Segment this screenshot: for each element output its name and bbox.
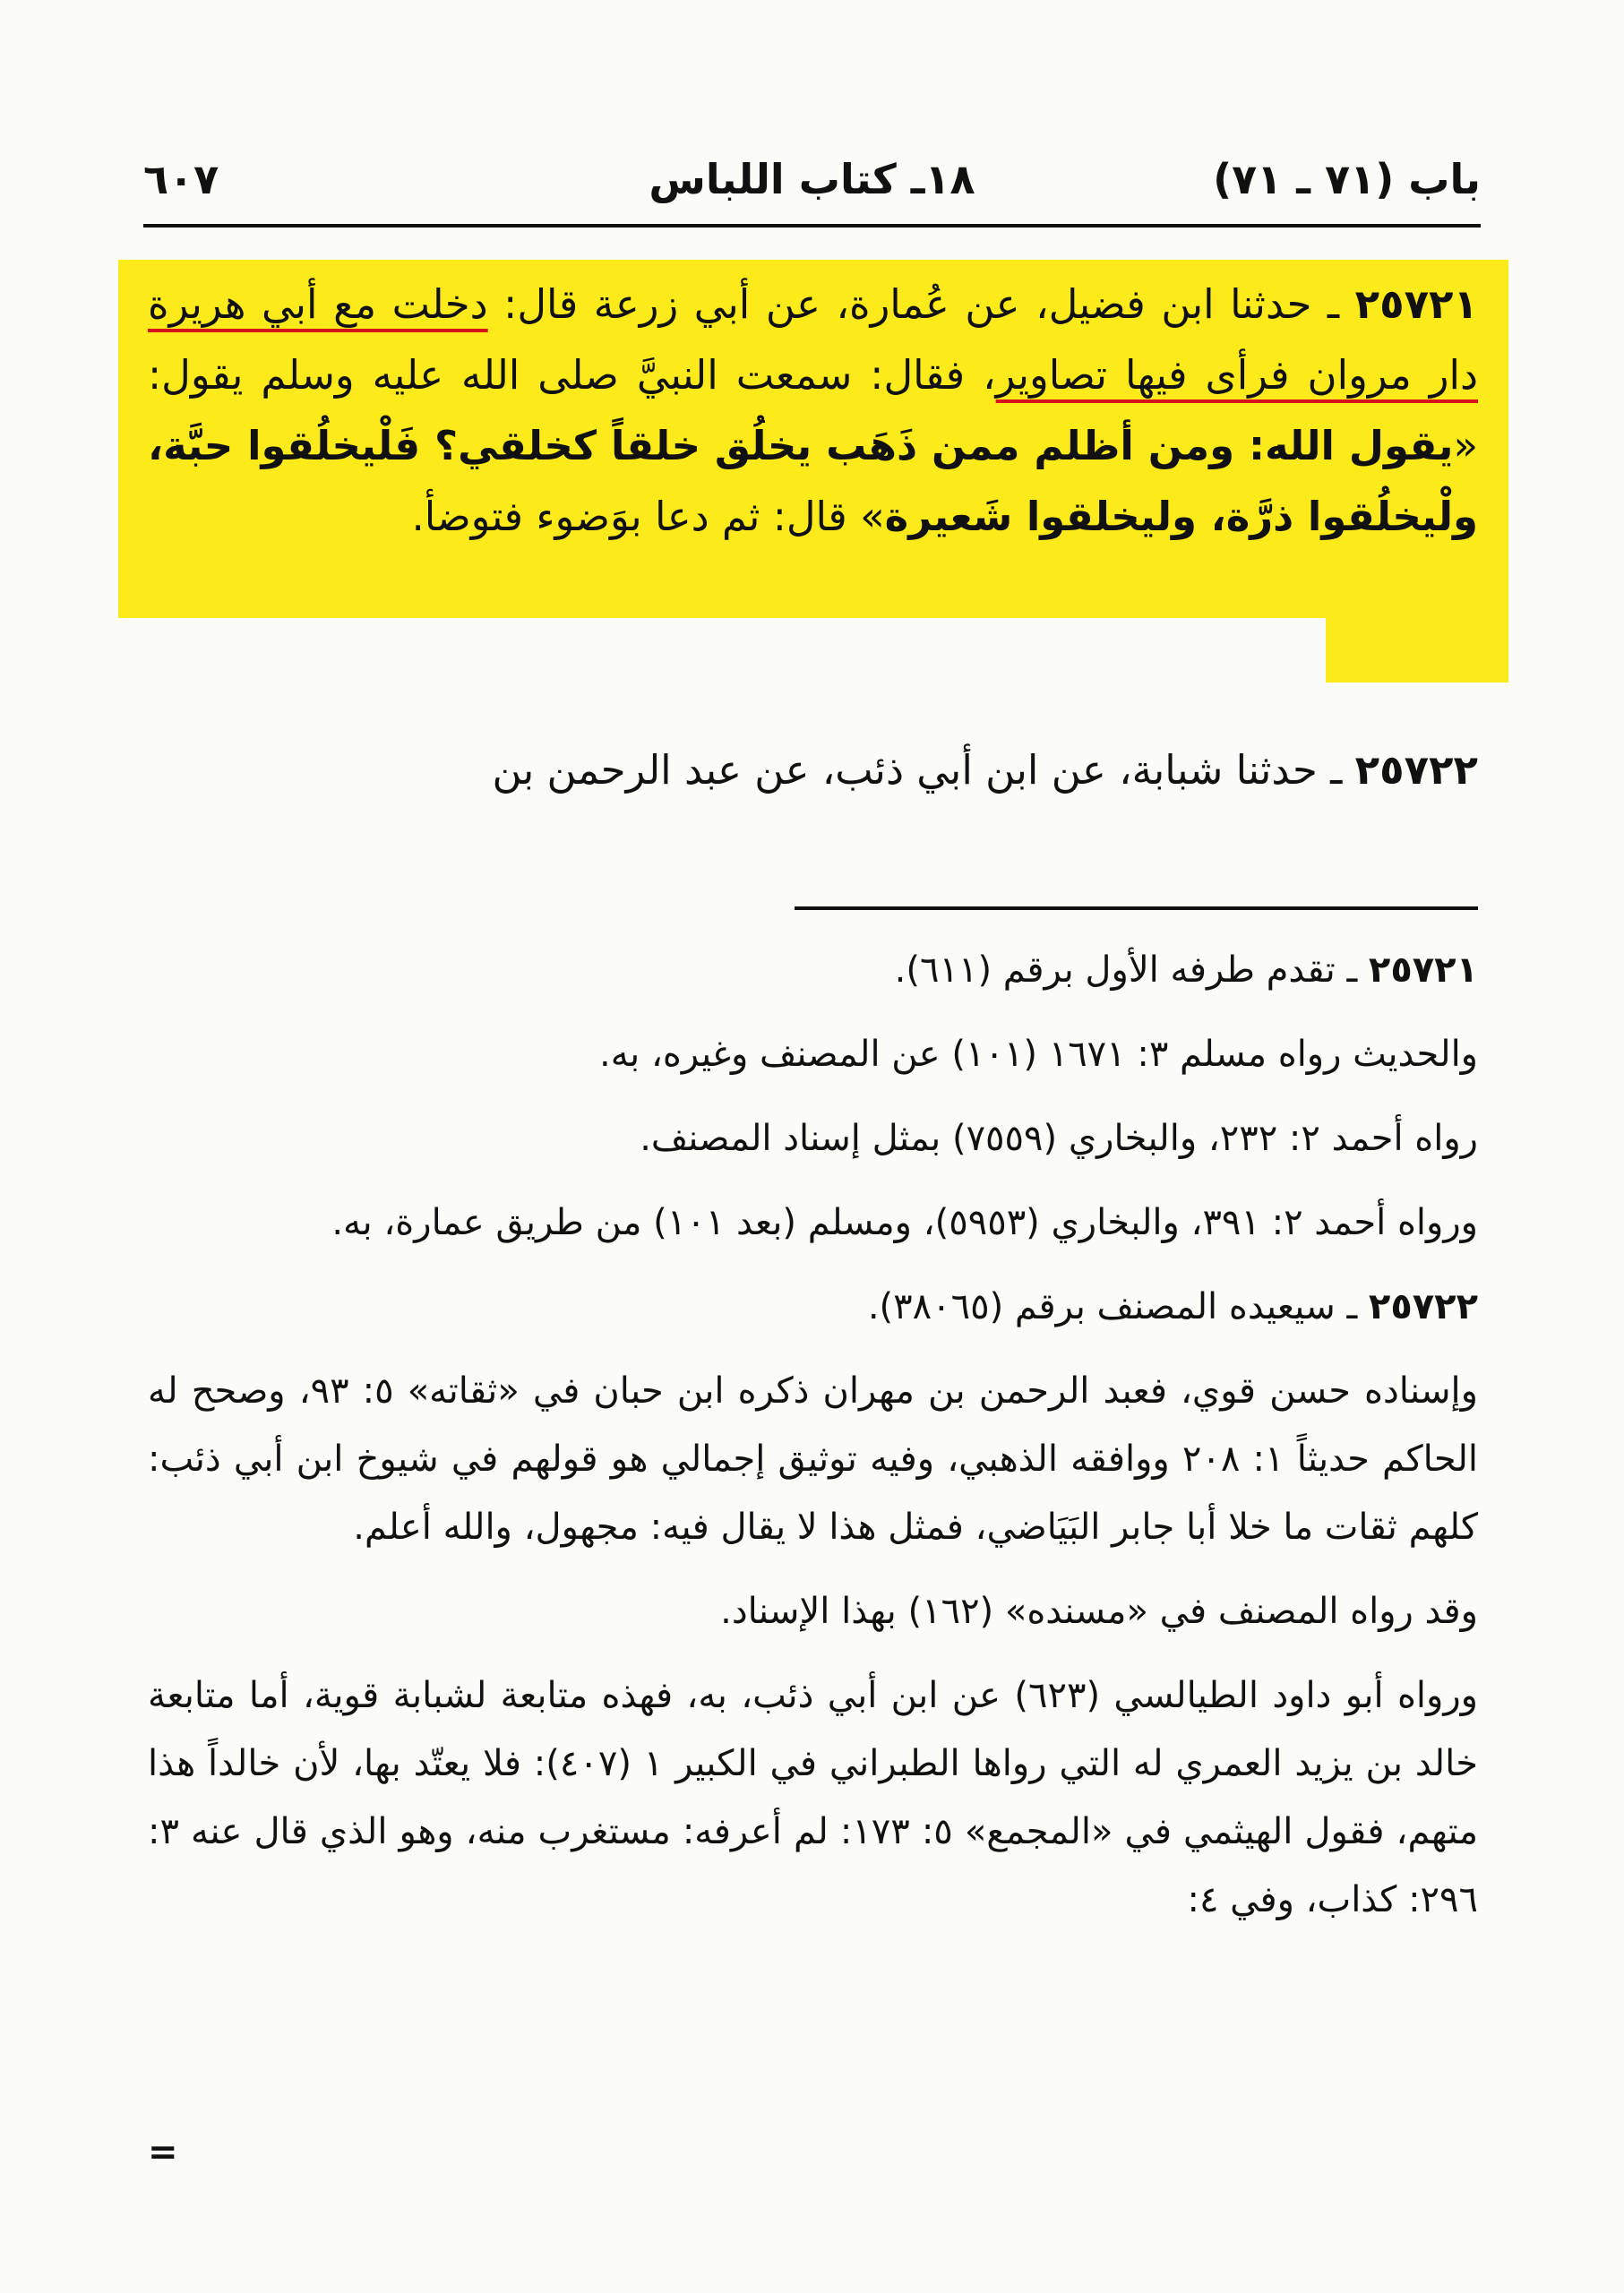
hadith-intro: ، فقال: سمعت النبيَّ صلى الله عليه وسلم يقول: « [148, 351, 1478, 469]
highlight-tail [1326, 618, 1508, 683]
hadith-ending: » قال: ثم دعا بوَضوء فتوضأ. [411, 493, 885, 540]
hadith-number: ٢٥٧٢١ [1354, 280, 1478, 328]
footnotes [148, 936, 1478, 1950]
page-number: ٦٠٧ [143, 155, 219, 203]
underlined-phrase: دخلت مع أبي هريرة دار مروان فرأى فيها تصاوير [148, 280, 1478, 399]
footnote-number: ٢٥٧٢٢ [1368, 1286, 1478, 1327]
hadith-25722 [148, 734, 1478, 805]
footnote-item: ورواه أبو داود الطيالسي (٦٢٣) عن ابن أبي ذئب، به، فهذه متابعة لشبابة قوية، أما متابعة خالد بن يزيد العمري له التي رواها الطبراني في الكبير ١ (٤٠٧): فلا يعتّد بها، لأن خالداً هذا متهم، فقول الهيثمي في «المجمع» ٥: ١٧٣: لم أعرفه: مستغرب منه، وهو الذي قال عنه ٣: ٢٩٦: كذاب، وفي ٤: [148, 1675, 1478, 1920]
book-title: ١٨ـ كتاب اللباس [649, 155, 975, 203]
footnote-text: ـ سيعيده المصنف برقم (٣٨٠٦٥). [867, 1286, 1369, 1327]
header-divider [143, 224, 1481, 228]
hadith-chain: ـ حدثنا شبابة، عن ابن أبي ذئب، عن عبد الرحمن بن [492, 746, 1355, 794]
hadith-chain: ـ حدثنا ابن فضيل، عن عُمارة، عن أبي زرعة قال: [487, 280, 1355, 328]
footnote-text: ـ تقدم طرفه الأول برقم (٦١١). [894, 949, 1369, 991]
chapter-heading: باب (٧١ ـ ٧١) [1213, 155, 1481, 203]
page-header [143, 152, 1481, 233]
footnote-item [148, 936, 1478, 1004]
footnote-divider [795, 906, 1478, 910]
hadith-number: ٢٥٧٢٢ [1354, 746, 1478, 794]
footnote-item: رواه أحمد ٢: ٢٣٢، والبخاري (٧٥٥٩) بمثل إسناد المصنف. [640, 1118, 1478, 1159]
continuation-mark: = [148, 2132, 178, 2173]
footnote-item: وقد رواه المصنف في «مسنده» (١٦٢) بهذا الإسناد. [720, 1591, 1478, 1632]
footnote-item [148, 1273, 1478, 1341]
footnote-item: والحديث رواه مسلم ٣: ١٦٧١ (١٠١) عن المصنف وغيره، به. [599, 1034, 1478, 1075]
hadith-25721 [148, 269, 1478, 552]
footnote-number: ٢٥٧٢١ [1368, 949, 1478, 991]
hadith-quote: يقول الله: ومن أظلم ممن ذَهَب يخلُق خلقاً كخلقي؟ فَلْيخلُقوا حبَّة، ولْيخلُقوا ذرَّة، وليخلقوا شَعيرة [148, 422, 1478, 540]
footnote-item: ورواه أحمد ٢: ٣٩١، والبخاري (٥٩٥٣)، ومسلم (بعد ١٠١) من طريق عمارة، به. [331, 1202, 1478, 1243]
footnote-item: وإسناده حسن قوي، فعبد الرحمن بن مهران ذكره ابن حبان في «ثقاته» ٥: ٩٣، وصحح له الحاكم حديثاً ١: ٢٠٨ ووافقه الذهبي، وفيه توثيق إجمالي هو قولهم في شيوخ ابن أبي ذئب: كلهم ثقات ما خلا أبا جابر البَيَاضي، فمثل هذا لا يقال فيه: مجهول، والله أعلم. [148, 1370, 1478, 1548]
